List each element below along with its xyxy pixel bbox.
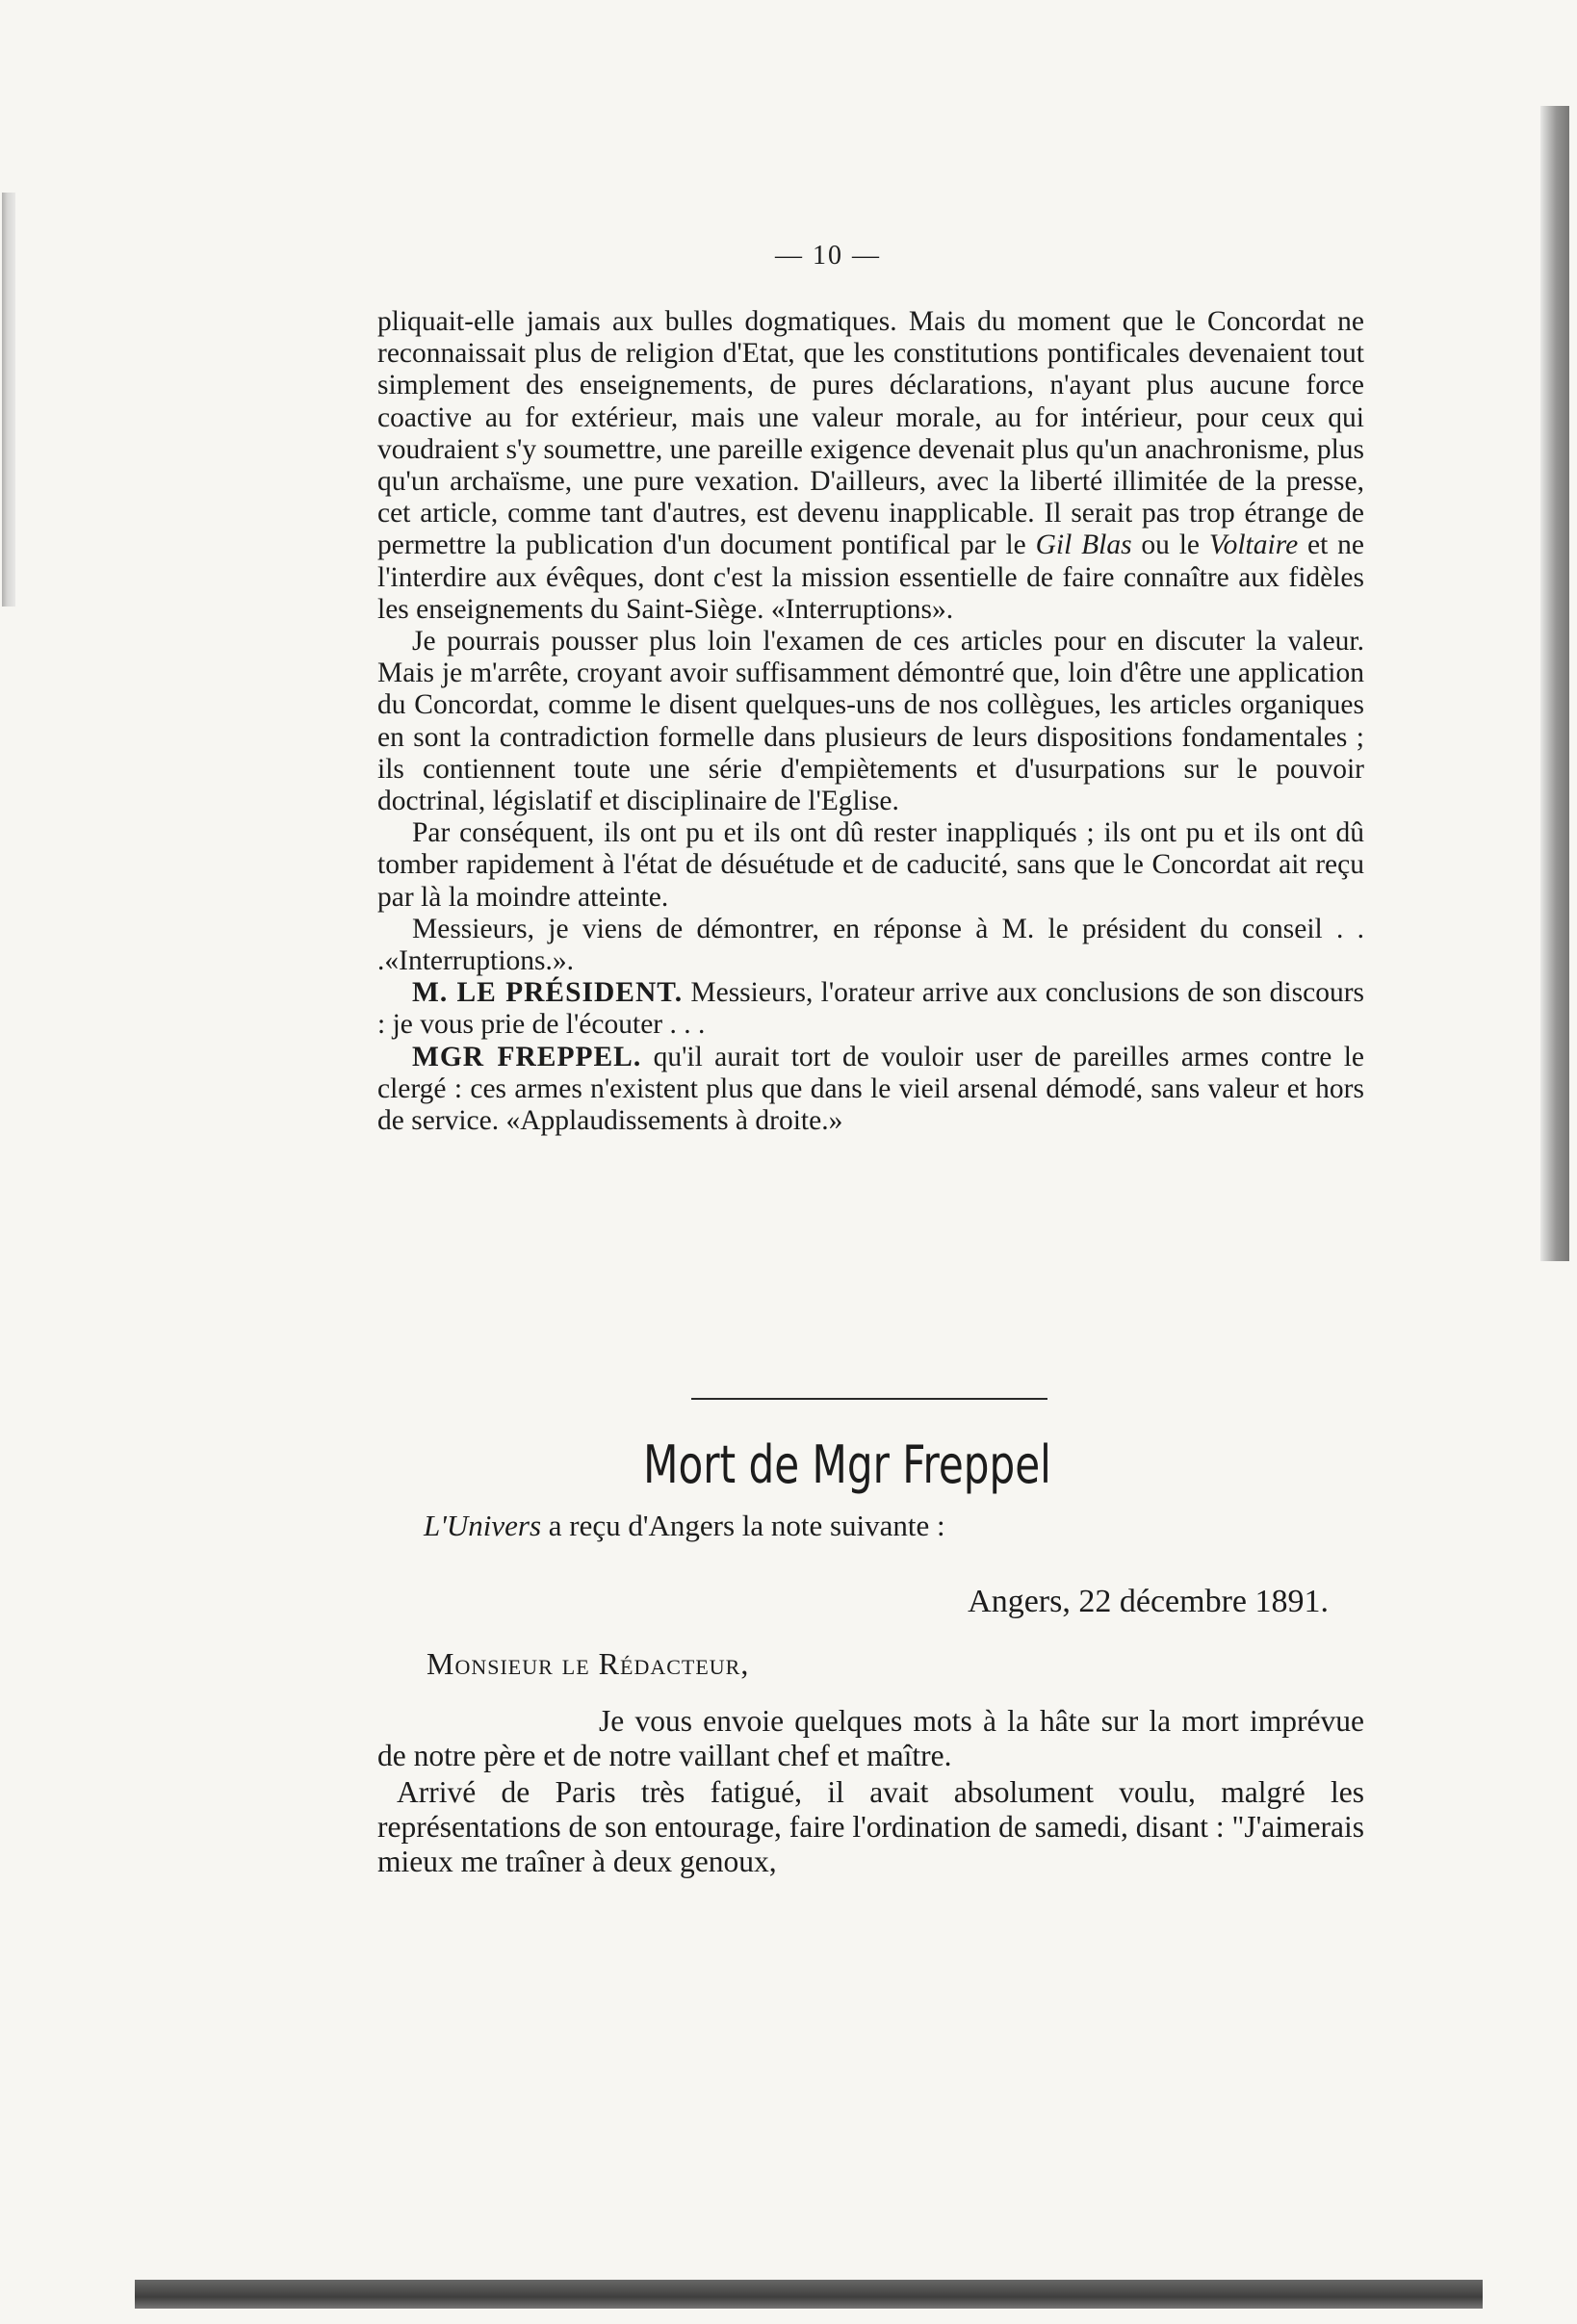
article-intro-text: a reçu d'Angers la note suivante : — [541, 1509, 945, 1542]
letter-body — [377, 1704, 1364, 1881]
scan-edge-left — [2, 193, 15, 607]
president-remark-text: Messieurs, l'orateur arrive aux conclusions de son discours : je vous prie de l'écouter . . . — [377, 977, 1365, 1041]
letter-dateline: Angers, 22 décembre 1891. — [968, 1584, 1329, 1619]
president-remark — [377, 977, 1364, 1041]
speech-p1-mid: ou le — [1131, 529, 1209, 561]
scan-edge-right — [1540, 106, 1569, 1261]
letter-paragraph-1: Je vous envoie quelques mots à la hâte sur la mort imprévue de notre père et de notre vaillant chef et maître. — [377, 1704, 1364, 1772]
article-intro — [424, 1509, 1290, 1543]
speaker-freppel: MGR FREPPEL. — [412, 1041, 642, 1072]
freppel-remark-text: qu'il aurait tort de vouloir user de pareilles armes contre le clergé : ces armes n'existent plus que dans le vieil arsenal démodé, sans valeur et hors de service. «Applaudissements à droite.» — [377, 1041, 1364, 1137]
newspaper-gil-blas: Gil Blas — [1035, 529, 1132, 561]
speech-paragraph-1 — [377, 306, 1364, 626]
speech-paragraph-4: Messieurs, je viens de démontrer, en réponse à M. le président du conseil . . .«Interruptions.». — [377, 913, 1364, 977]
freppel-remark — [377, 1042, 1364, 1138]
article-title: Mort de Mgr Freppel — [643, 1434, 1051, 1495]
speaker-president: M. LE PRÉSIDENT. — [412, 977, 684, 1009]
newspaper-univers: L'Univers — [424, 1509, 542, 1542]
section-divider — [691, 1398, 1047, 1400]
newspaper-voltaire: Voltaire — [1208, 529, 1299, 561]
speech-paragraph-3: Par conséquent, ils ont pu et ils ont dû rester inappliqués ; ils ont pu et ils ont dû tomber rapidement à l'état de désuétude et de caducité, sans que le Concordat ait reçu par là la moindre atteinte. — [377, 817, 1364, 913]
letter-salutation: Monsieur le Rédacteur, — [427, 1646, 750, 1681]
speech-paragraph-2: Je pourrais pousser plus loin l'examen de ces articles pour en discuter la valeur. Mais je m'arrête, croyant avoir suffisamment démontré que, loin d'être une application du Concordat, comme le disent quelques-uns de nos collègues, les articles organiques en sont la contradiction formelle dans plusieurs de leurs dispositions fondamentales ; ils contiennent toute une série d'empiètements et d'usurpations sur le pouvoir doctrinal, législatif et disciplinaire de l'Eglise. — [377, 626, 1364, 817]
speech-text — [377, 306, 1364, 1137]
speech-p1-text: pliquait-elle jamais aux bulles dogmatiques. Mais du moment que le Concordat ne reconnaissait plus de religion d'Etat, que les constitutions pontificales devenaient tout simplement des enseignements, de pures déclarations, n'ayant plus aucune force coactive au for extérieur, mais une valeur morale, au for intérieur, pour ceux qui voudraient s'y soumettre, une pareille exigence devenait plus qu'un anachronisme, plus qu'un archaïsme, une pure vexation. D'ailleurs, avec la liberté illimitée de la presse, cet article, comme tant d'autres, est devenu inapplicable. Il serait pas trop étrange de permettre la publication d'un document pontifical par le — [377, 306, 1364, 561]
speech-p1-end: et ne l'interdire aux évêques, dont c'est la mission essentielle de faire connaître aux fidèles les enseignements du Saint-Siège. «Interruptions». — [377, 529, 1364, 625]
scan-edge-bottom — [135, 2280, 1483, 2309]
page-number: — 10 — — [775, 241, 881, 271]
letter-paragraph-2: Arrivé de Paris très fatigué, il avait absolument voulu, malgré les représentations de son entourage, faire l'ordination de samedi, disant : "J'aimerais mieux me traîner à deux genoux, — [377, 1775, 1364, 1878]
